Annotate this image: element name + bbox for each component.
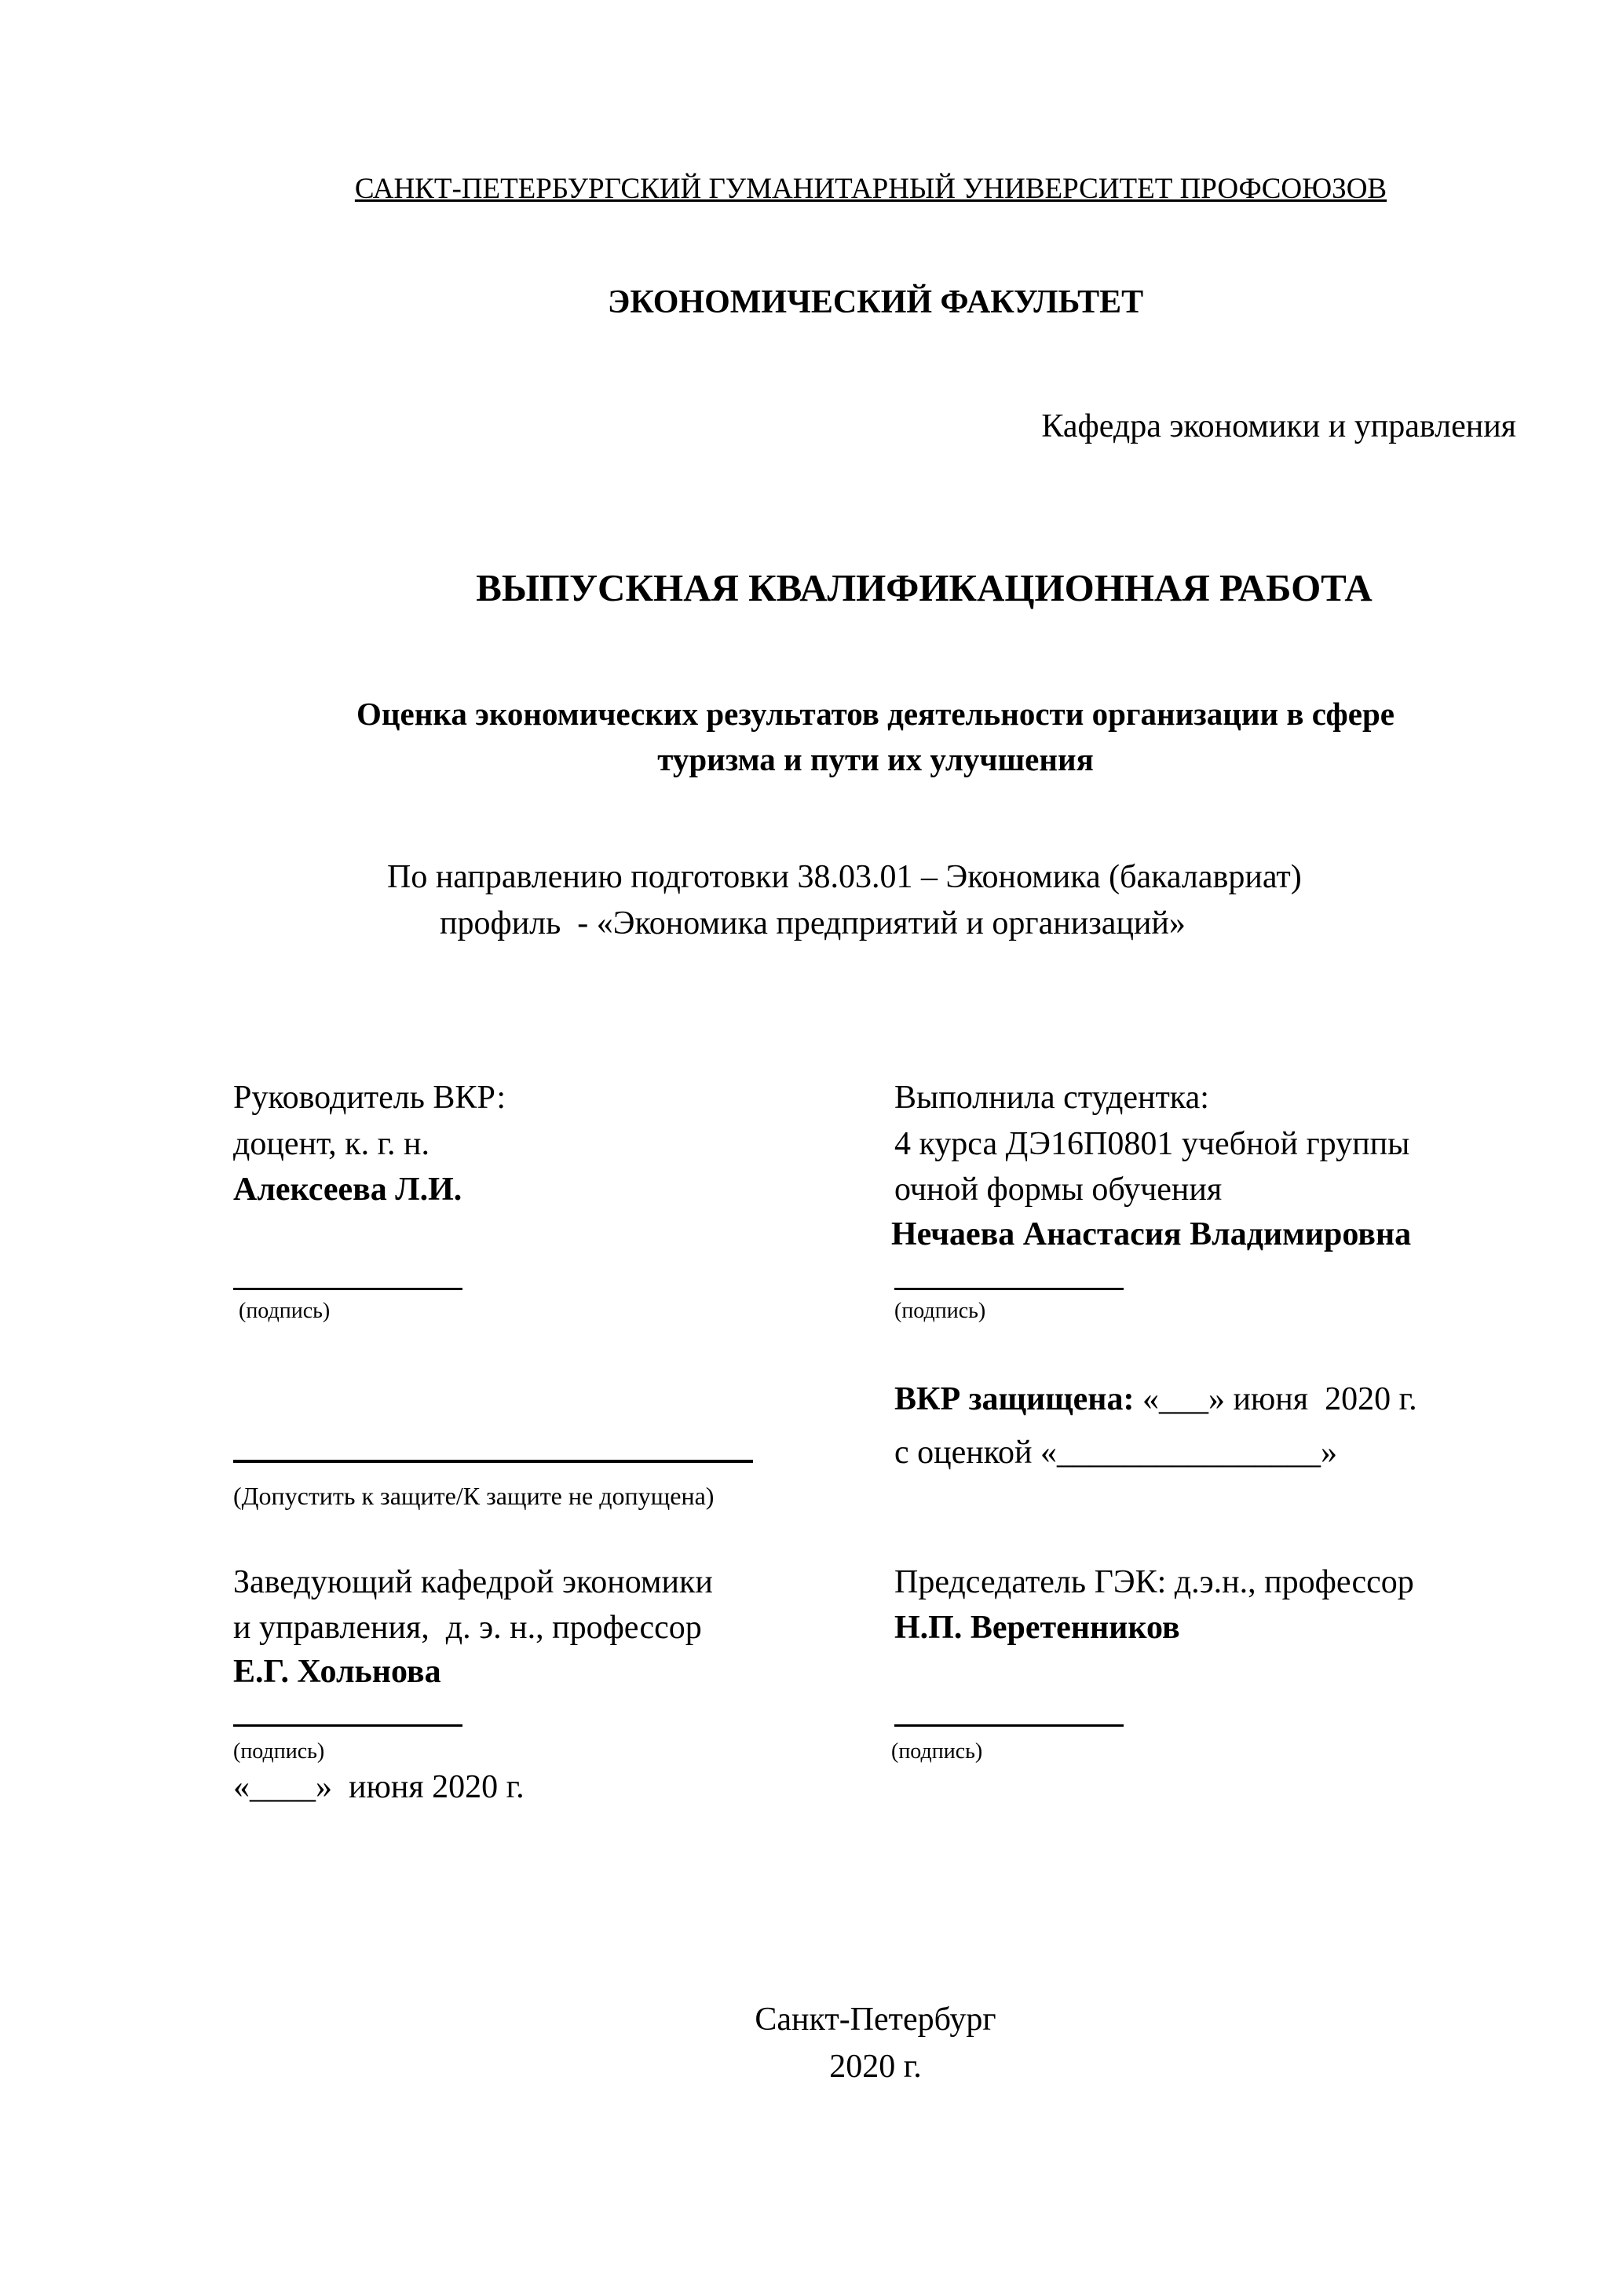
student-form: очной формы обучения [894, 1172, 1223, 1208]
student-name: Нечаева Анастасия Владимировна [891, 1216, 1412, 1252]
head-signature-caption: (подпись) [233, 1739, 325, 1764]
university-name: САНКТ-ПЕТЕРБУРГСКИЙ ГУМАНИТАРНЫЙ УНИВЕРСИТЕТ ПРОФСОЮЗОВ [354, 173, 1387, 205]
head-signature-line [233, 1724, 462, 1727]
student-signature-caption: (подпись) [894, 1299, 986, 1323]
footer-city: Санкт-Петербург [755, 2002, 996, 2038]
chairman-signature-caption: (подпись) [891, 1739, 983, 1764]
head-date: «____» июня 2020 г. [233, 1769, 525, 1805]
supervisor-signature-line [233, 1288, 462, 1290]
supervisor-signature-caption: (подпись) [239, 1299, 331, 1323]
student-signature-line [894, 1288, 1124, 1290]
supervisor-degree: доцент, к. г. н. [233, 1126, 430, 1162]
footer-year: 2020 г. [829, 2049, 922, 2085]
admission-line [233, 1460, 753, 1463]
faculty-name: ЭКОНОМИЧЕСКИЙ ФАКУЛЬТЕТ [607, 284, 1144, 320]
defense-grade: с оценкой «________________» [894, 1435, 1337, 1471]
supervisor-label: Руководитель ВКР: [233, 1080, 506, 1116]
defense-date: «___» июня 2020 г. [1134, 1381, 1417, 1417]
work-type-title: ВЫПУСКНАЯ КВАЛИФИКАЦИОННАЯ РАБОТА [476, 566, 1373, 609]
chairman-line-1: Председатель ГЭК: д.э.н., профессор [894, 1564, 1414, 1600]
chairman-name: Н.П. Веретенников [894, 1610, 1180, 1646]
admission-caption: (Допустить к защите/К защите не допущена) [233, 1482, 715, 1510]
topic-line-2: туризма и пути их улучшения [657, 741, 1094, 777]
student-group: 4 курса ДЭ16П0801 учебной группы [894, 1126, 1410, 1162]
defense-label: ВКР защищена: [894, 1381, 1135, 1417]
profile-text: профиль - «Экономика предприятий и организаций» [440, 905, 1186, 941]
defense-row [894, 1383, 1417, 1416]
head-line-1: Заведующий кафедрой экономики [233, 1564, 713, 1600]
supervisor-name: Алексеева Л.И. [233, 1172, 462, 1208]
student-label: Выполнила студентка: [894, 1080, 1209, 1116]
direction-text: По направлению подготовки 38.03.01 – Экономика (бакалавриат) [387, 859, 1302, 895]
department-name: Кафедра экономики и управления [1041, 408, 1516, 444]
head-line-2: и управления, д. э. н., профессор [233, 1610, 702, 1646]
topic-line-1: Оценка экономических результатов деятельности организации в сфере [356, 696, 1395, 732]
chairman-signature-line [894, 1724, 1124, 1727]
head-name: Е.Г. Хольнова [233, 1654, 441, 1690]
